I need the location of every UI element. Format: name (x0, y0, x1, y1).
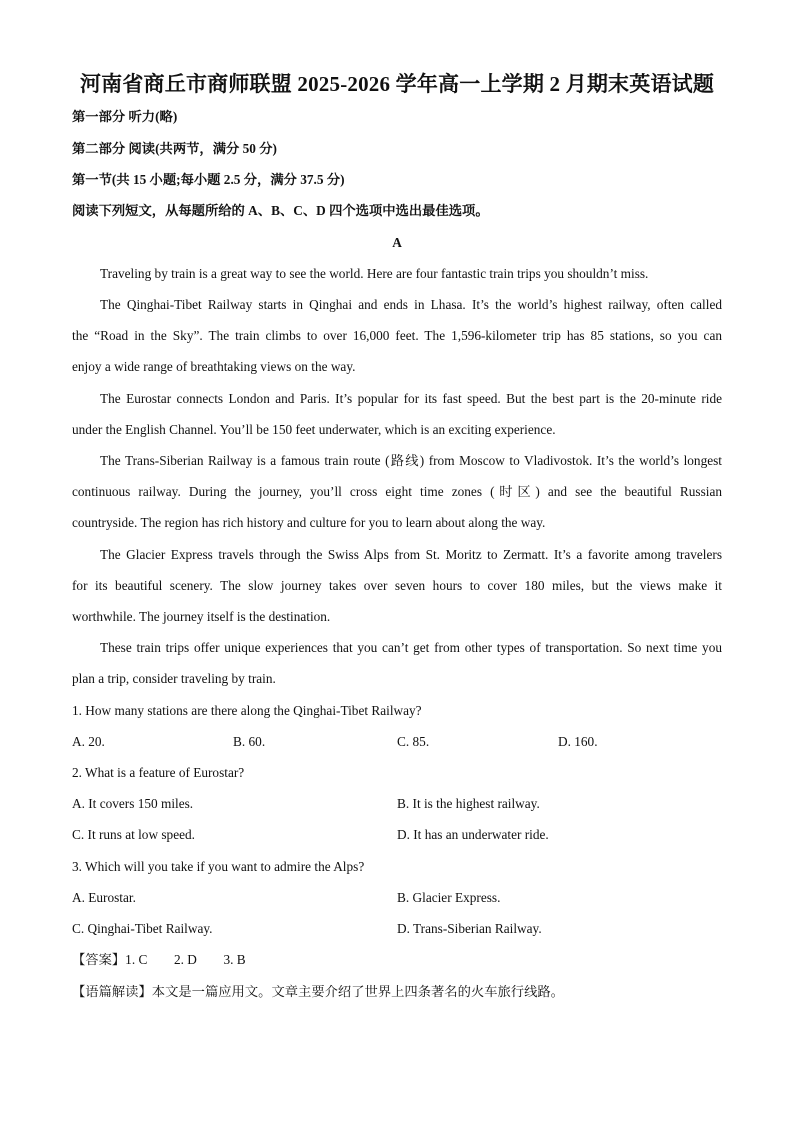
question-2-stem: 2. What is a feature of Eurostar? (72, 765, 245, 780)
passage-analysis: 【语篇解读】本文是一篇应用文。文章主要介绍了世界上四条著名的火车旅行线路。 (72, 984, 564, 999)
paragraph-6-line-1: These train trips offer unique experiences that you can’t get from other types of transportation. So next time you (100, 640, 722, 655)
paragraph-2-line-3: enjoy a wide range of breathtaking views on the way. (72, 359, 356, 374)
paragraph-5-line-2: for its beautiful scenery. The slow journey takes over seven hours to cover 180 miles, but the views make it (72, 578, 722, 593)
answer-key: 【答案】1. C 2. D 3. B (72, 952, 246, 967)
paragraph-6-line-2: plan a trip, consider traveling by train. (72, 671, 276, 686)
exam-title: 河南省商丘市商师联盟 2025-2026 学年高一上学期 2 月期末英语试题 (79, 72, 715, 96)
question-3-stem: 3. Which will you take if you want to admire the Alps? (72, 859, 365, 874)
passage-label: A (392, 235, 402, 250)
paragraph-5-line-1: The Glacier Express travels through the Swiss Alps from St. Moritz to Zermatt. It’s a favorite among travelers (100, 547, 722, 562)
question-3-option-c: C. Qinghai-Tibet Railway. (72, 921, 213, 936)
section1-heading: 第一节(共 15 小题;每小题 2.5 分，满分 37.5 分) (72, 172, 345, 187)
paragraph-2-line-2: the “Road in the Sky”. The train climbs to over 16,000 feet. The 1,596-kilometer trip has 85 stations, so you can (72, 328, 722, 343)
question-1-option-c: C. 85. (397, 734, 430, 749)
question-3-option-a: A. Eurostar. (72, 890, 136, 905)
paragraph-3-line-2: under the English Channel. You’ll be 150 feet underwater, which is an exciting experience. (72, 422, 556, 437)
paragraph-2-line-1: The Qinghai-Tibet Railway starts in Qinghai and ends in Lhasa. It’s the world’s highest railway, often called (100, 297, 722, 312)
paragraph-4-line-1: The Trans-Siberian Railway is a famous train route (路线) from Moscow to Vladivostok. It’s the world’s longest (100, 453, 722, 468)
part1-heading: 第一部分 听力(略) (72, 109, 178, 124)
paragraph-4-line-2: continuous railway. During the journey, you’ll cross eight time zones (时区) and see the beautiful Russian (72, 484, 722, 499)
question-3-option-b: B. Glacier Express. (397, 890, 501, 905)
question-2-option-a: A. It covers 150 miles. (72, 796, 194, 811)
question-1-option-a: A. 20. (72, 734, 105, 749)
paragraph-1: Traveling by train is a great way to see the world. Here are four fantastic train trips you shouldn’t miss. (100, 266, 649, 281)
paragraph-3-line-1: The Eurostar connects London and Paris. It’s popular for its fast speed. But the best part is the 20-minute ride (100, 391, 722, 406)
question-2-option-c: C. It runs at low speed. (72, 827, 195, 842)
question-3-option-d: D. Trans-Siberian Railway. (397, 921, 542, 936)
question-1-option-b: B. 60. (233, 734, 266, 749)
question-2-option-b: B. It is the highest railway. (397, 796, 540, 811)
question-1-option-d: D. 160. (558, 734, 598, 749)
question-1-stem: 1. How many stations are there along the Qinghai-Tibet Railway? (72, 703, 422, 718)
paragraph-4-line-3: countryside. The region has rich history and culture for you to learn about along the way. (72, 515, 546, 530)
instruction-text: 阅读下列短文，从每题所给的 A、B、C、D 四个选项中选出最佳选项。 (72, 203, 489, 218)
paragraph-5-line-3: worthwhile. The journey itself is the destination. (72, 609, 331, 624)
part2-heading: 第二部分 阅读(共两节，满分 50 分) (72, 141, 277, 156)
question-2-option-d: D. It has an underwater ride. (397, 827, 549, 842)
